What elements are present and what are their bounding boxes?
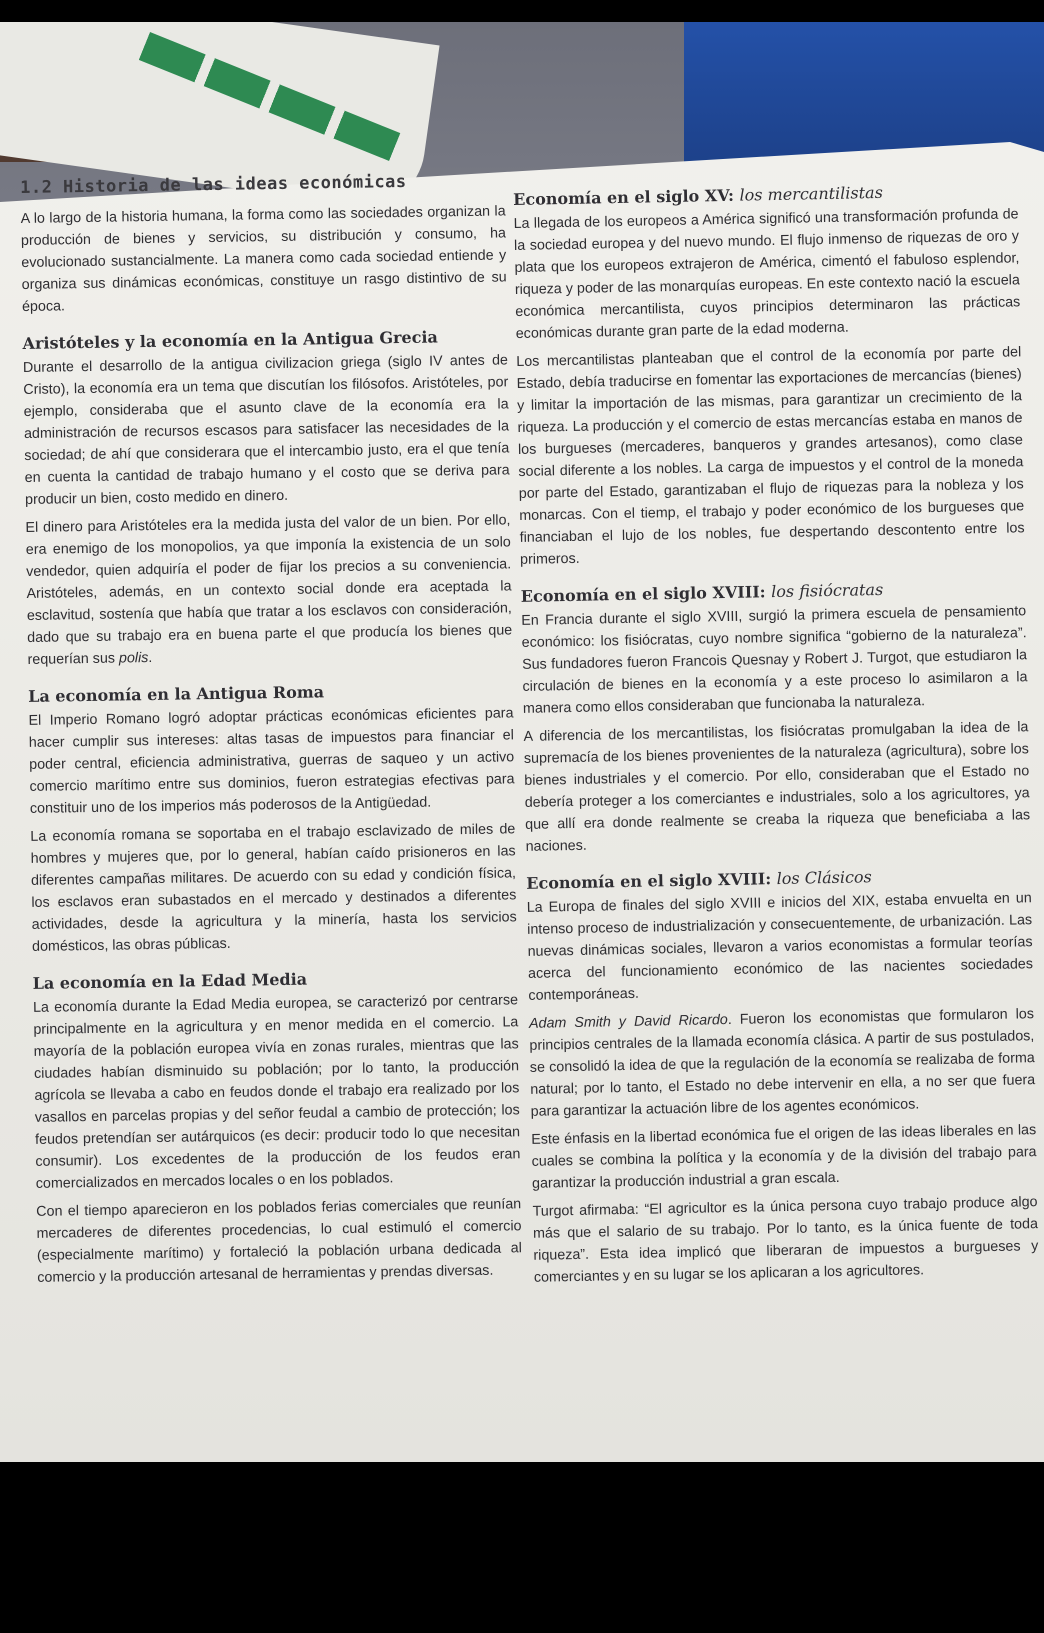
smith-ricardo-names: Adam Smith y David Ricardo <box>528 1012 728 1032</box>
classics-p2-text: . Fueron los economistas que formularon los principios centrales de la llamada economía clásica. A partir de sus postulados, se consolidó la idea de que la regulación de la economía se realizaba de forma natural; por lo tanto, el Estado no debe intervenir en ella, a no ser que fuera para garantizar la actuación libre de los agentes económicos. <box>529 1006 1036 1120</box>
physiocrats-paragraph-2: A diferencia de los mercantilistas, los fisiócratas promulgaban la idea de la supremacía de los bienes provenientes de la naturaleza (agricultura), sobre los bienes industriales y el comercio. Por ello, consideraban que el Estado no debería proteger a los comerciantes e industriales, solo a los agricultores, ya que allí era donde realmente se creaba la riqueza que beneficiaba a las naciones. <box>523 719 1031 855</box>
right-column <box>513 180 1039 1294</box>
classics-heading-text: Economía en el siglo XVIII: <box>526 869 772 893</box>
rome-paragraph-2: La economía romana se soportaba en el trabajo esclavizado de miles de hombres y mujeres que, por lo general, habían caído prisioneros en las diferentes campañas militares. De acuerdo con su edad y condición física, los esclavos eran subastados en el mercado y destinados a diferentes actividades, desde la agricultura y la minería, hasta los servicios domésticos, las obras públicas. <box>30 821 517 955</box>
greece-p2-text: El dinero para Aristóteles era la medida justa del valor de un bien. Por ello, era enemigo de los monopolios, ya que imponía la existencia de un solo vendedor, quien adquiría el poder de fijar los precios a su conveniencia. Aristóteles, además, en un contexto social donde era aceptada la esclavitud, sostenía que había que tratar a los esclavos con consideración, dado que su trabajo era en buena parte el que producía los bienes que requerían sus <box>25 512 513 668</box>
classics-paragraph-4: Turgot afirmaba: “El agricultor es la única persona cuyo trabajo produce algo más que el salario de su trabajo. Por lo tanto, es la única fuente de toda riqueza”. Esta idea implicó que liberaran de impuestos a burgueses y comerciantes y en su lugar se los aplicaran a los agricultores. <box>532 1194 1039 1286</box>
intro-paragraph: A lo largo de la historia humana, la forma como las sociedades organizan la producción de bienes y servicios, su distribución y consumo, ha evolucionado sustancialmente. La manera como cada sociedad entiende y organiza sus dinámicas económicas, constituye un rasgo distintivo de su época. <box>20 203 507 315</box>
mercantilists-heading-italic: los mercantilistas <box>739 182 883 205</box>
greece-paragraph-1: Durante el desarrollo de la antigua civilizacion griega (siglo IV antes de Cristo), la economía era un tema que discutían los filósofos. Aristóteles, por ejemplo, consideraba que el asunto clave de la economía era la administración de recursos escasos para satisfacer las necesidades de la sociedad; de ahí que considerara que el intercambio justo, era el que tenía en cuenta la cantidad de trabajo humano y el costo que se deriva para producir un bien, costo medido en dinero. <box>22 352 510 508</box>
greece-heading: Aristóteles y la economía en la Antigua Grecia <box>22 327 438 353</box>
greece-paragraph-2 <box>25 509 512 671</box>
mercantilists-paragraph-1: La llegada de los europeos a América significó una transformación profunda de la sociedad europea y del nuevo mundo. El flujo inmenso de riquezas de oro y plata que los europeos extrajeron de América, cimentó el fabuloso esplendor, riqueza y poder de las monarquías europeas. En este contexto nació la escuela económica mercantilista, cuyos principios determinaron las prácticas económicas durante gran parte de la edad moderna. <box>513 206 1021 342</box>
classics-paragraph-1: La Europa de finales del siglo XVIII e inicios del XIX, estaba envuelta en un intenso proceso de industrialización y consecuentemente, de urbanización. Las nuevas dinámicas sociales, llevaron a varios economistas a formular teorías acerca del funcionamiento económico de las nacientes sociedades contemporáneas. <box>526 890 1034 1004</box>
greece-p2-end: . <box>148 649 153 667</box>
physiocrats-heading-italic: los fisiócratas <box>771 579 884 602</box>
polis-word: polis <box>118 650 149 667</box>
classics-paragraph-2 <box>529 1003 1036 1123</box>
left-column <box>20 170 522 1294</box>
rome-paragraph-1: El Imperio Romano logró adoptar prácticas económicas eficientes para hacer cumplir sus intereses: altas tasas de impuestos para financiar el poder central, eficiencia administrativa, guerras de saqueo y un activo comercio marítimo entre sus dominios, fueron estrategias efectivas para constituir uno de los imperios más poderosos de la Antigüedad. <box>28 705 515 817</box>
mercantilists-heading-text: Economía en el siglo XV: <box>513 185 735 209</box>
classics-heading-italic: los Clásicos <box>776 867 872 889</box>
physiocrats-paragraph-1: En Francia durante el siglo XVIII, surgió la primera escuela de pensamiento económico: los fisiócratas, cuyo nombre significa “gobierno de la naturaleza”. Sus fundadores fueron Francois Quesnay y Robert J. Turgot, que estudiaron la circulación de bienes en la economía y a este proceso lo asimilaron a la manera como ellos consideraban que funcionaba la naturaleza. <box>521 603 1028 717</box>
mercantilists-paragraph-2: Los mercantilistas planteaban que el control de la economía por parte del Estado, debía traducirse en fomentar las exportaciones de mercancías (bienes) y limitar la importación de las mismas, para garantizar un crecimiento de la riqueza. La producción y el comercio de estas mercancías estaba en manos de los burgueses (mercaderes, banqueros y grandes artesanos), como clase social diferente a los nobles. La carga de impuestos y el control de la moneda por parte del Estado, garantizaban el flujo de riquezas para la nobleza y los monarcas. Con el tiemp, el trabajo y poder económico de los burgueses que financiaban el lujo de los nobles, fue despertando descontento entre los primeros. <box>516 344 1025 568</box>
chapter-title: 1.2 Historia de las ideas económicas <box>20 171 407 198</box>
physiocrats-heading-text: Economía en el siglo XVIII: <box>520 582 766 606</box>
rome-heading: La economía en la Antigua Roma <box>27 682 325 706</box>
middle-ages-heading: La economía en la Edad Media <box>32 969 308 993</box>
middle-ages-paragraph-1: La economía durante la Edad Media europea, se caracterizó por centrarse principalmente en la agricultura y en menor medida en el comercio. La mayoría de la población europea vivía en zonas rurales, mientras que las ciudades habían disminuido su población; por lo tanto, la producción agrícola se llevaba a cabo en feudos donde el trabajo era realizado por los vasallos en parcelas propias y del señor feudal a cambio de protección; los feudos pretendían ser autárquicos (es decir: producir todo lo que necesitan consumir). Los excedentes de la producción de los feudos eran comercializados en mercados locales o en los poblados. <box>32 992 521 1192</box>
classics-paragraph-3: Este énfasis en la libertad económica fue el origen de las ideas liberales en las cuales se combina la política y la economía y de la división del trabajo para garantizar la producción industrial a gran escala. <box>531 1122 1037 1192</box>
middle-ages-paragraph-2: Con el tiempo aparecieron en los poblados ferias comerciales que reunían mercaderes de diferentes procedencias, lo cual estimuló el comercio (especialmente marítimo) y fortaleció la población urbana dedicada al comercio y la producción artesanal de herramientas y prendas diversas. <box>36 1196 522 1286</box>
